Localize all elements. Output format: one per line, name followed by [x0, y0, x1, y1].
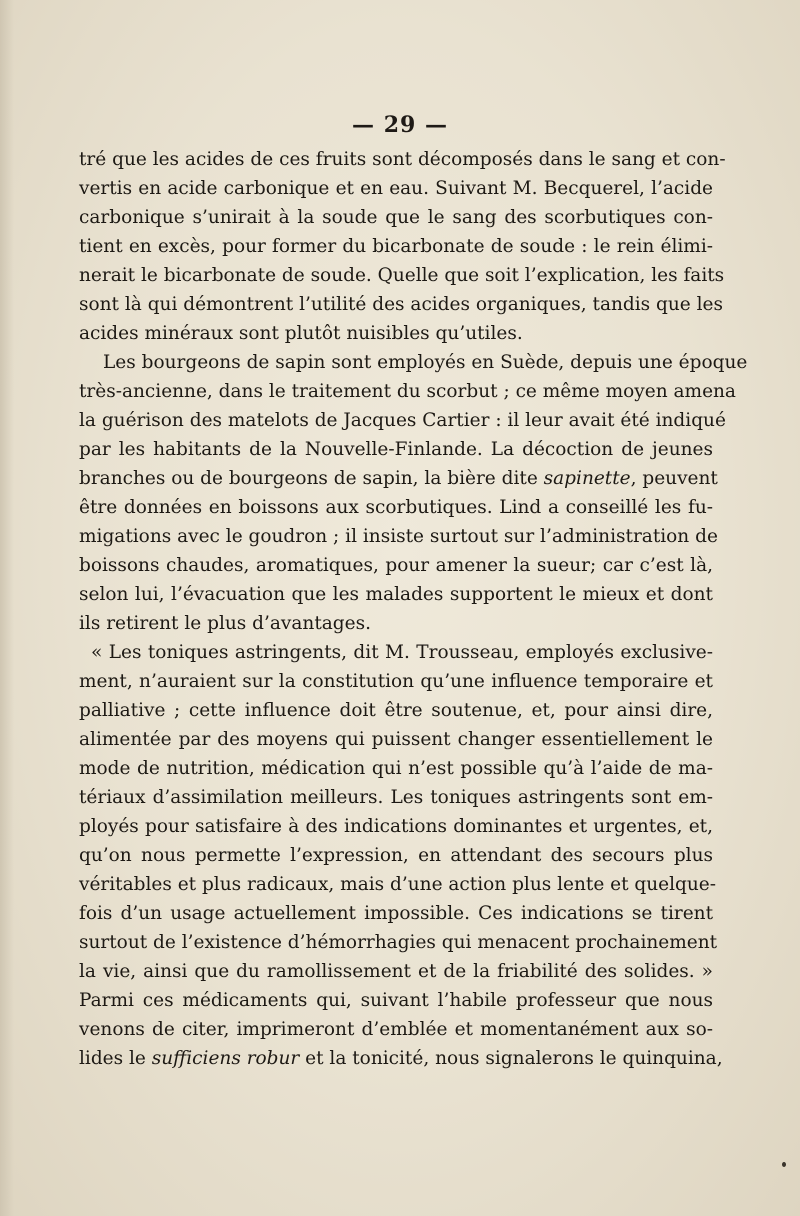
text-line: boissons chaudes, aromatiques, pour amener la sueur; car c’est là,: [79, 555, 713, 576]
text-line: sont là qui démontrent l’utilité des acides organiques, tandis que les: [79, 294, 723, 315]
text-line: très-ancienne, dans le traitement du scorbut ; ce même moyen amena: [79, 381, 736, 402]
text-line: « Les toniques astringents, dit M. Trousseau, employés exclusive-: [91, 642, 713, 663]
ink-speck: [782, 1162, 786, 1167]
italic-term: sapinette: [543, 468, 631, 489]
line-text: , peuvent: [630, 468, 718, 489]
text-line: mode de nutrition, médication qui n’est possible qu’à l’aide de ma-: [79, 758, 713, 779]
text-line: surtout de l’existence d’hémorrhagies qui menacent prochainement: [79, 932, 718, 953]
text-line: Les bourgeons de sapin sont employés en Suède, depuis une époque: [103, 352, 748, 373]
text-line: ils retirent le plus d’avantages.: [79, 613, 371, 634]
text-line: la vie, ainsi que du ramollissement et de la friabilité des solides. »: [79, 961, 713, 982]
spine-shadow: [0, 0, 14, 1216]
page-number: — 29 —: [352, 112, 448, 138]
line-text: lides le: [79, 1048, 152, 1069]
text-line: [79, 464, 718, 493]
italic-term: sufficiens robur: [151, 1048, 300, 1069]
text-line: ment, n’auraient sur la constitution qu’une influence temporaire et: [79, 671, 713, 692]
text-line: qu’on nous permette l’expression, en attendant des secours plus: [79, 845, 713, 866]
body-text: [79, 145, 748, 1073]
text-line: Parmi ces médicaments qui, suivant l’habile professeur que nous: [79, 990, 713, 1011]
text-line: selon lui, l’évacuation que les malades supportent le mieux et dont: [79, 584, 713, 605]
text-line: alimentée par des moyens qui puissent changer essentiellement le: [79, 729, 713, 750]
text-line: carbonique s’unirait à la soude que le sang des scorbutiques con-: [79, 207, 713, 228]
text-line: tériaux d’assimilation meilleurs. Les toniques astringents sont em-: [79, 787, 713, 808]
text-line: véritables et plus radicaux, mais d’une action plus lente et quelque-: [79, 874, 717, 895]
line-text: branches ou de bourgeons de sapin, la bière dite: [79, 468, 544, 489]
text-line: [79, 1044, 723, 1073]
text-line: tient en excès, pour former du bicarbonate de soude : le rein élimi-: [79, 236, 713, 257]
text-line: venons de citer, imprimeront d’emblée et momentanément aux so-: [79, 1019, 713, 1040]
text-line: fois d’un usage actuellement impossible. Ces indications se tirent: [79, 903, 713, 924]
text-line: acides minéraux sont plutôt nuisibles qu’utiles.: [79, 323, 523, 344]
text-line: vertis en acide carbonique et en eau. Suivant M. Becquerel, l’acide: [79, 178, 713, 199]
text-line: palliative ; cette influence doit être soutenue, et, pour ainsi dire,: [79, 700, 713, 721]
line-text: et la tonicité, nous signalerons le quinquina,: [299, 1048, 723, 1069]
text-line: la guérison des matelots de Jacques Cartier : il leur avait été indiqué: [79, 410, 726, 431]
text-line: migations avec le goudron ; il insiste surtout sur l’administration de: [79, 526, 718, 547]
text-line: ployés pour satisfaire à des indications dominantes et urgentes, et,: [79, 816, 713, 837]
text-line: par les habitants de la Nouvelle-Finlande. La décoction de jeunes: [79, 439, 713, 460]
text-line: nerait le bicarbonate de soude. Quelle que soit l’explication, les faits: [79, 265, 725, 286]
text-line: être données en boissons aux scorbutiques. Lind a conseillé les fu-: [79, 497, 713, 518]
text-line: tré que les acides de ces fruits sont décomposés dans le sang et con-: [79, 149, 726, 170]
